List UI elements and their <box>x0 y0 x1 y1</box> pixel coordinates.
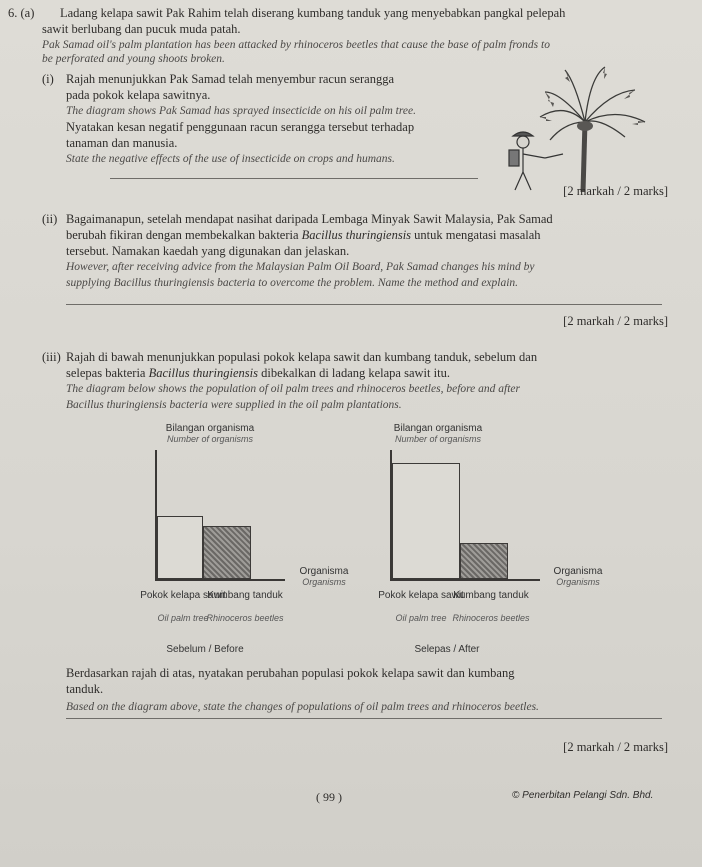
intro-malay-line2: sawit berlubang dan pucuk muda patah. <box>42 22 241 36</box>
chart-before-cat1-en: Oil palm tree <box>157 613 209 623</box>
palm-tree-illustration <box>505 62 655 197</box>
answer-line-i[interactable] <box>110 178 478 179</box>
chart-before-cat2-en: Rhinoceros beetles <box>206 613 284 623</box>
part-ii-malay-2: berubah fikiran dengan membekalkan bakteria Bacillus thuringiensis untuk mengatasi masalah <box>66 228 541 242</box>
page-number: ( 99 ) <box>316 790 342 804</box>
part-i-malay-4: tanaman dan manusia. <box>66 136 178 150</box>
answer-line-ii[interactable] <box>66 304 662 305</box>
part-iii-english-2: Bacillus thuringiensis bacteria were supplied in the oil palm plantations. <box>66 399 402 411</box>
chart-after-cat2-ms: Kumbang tanduk <box>453 590 529 601</box>
part-iii-english-1: The diagram below shows the population of oil palm trees and rhinoceros beetles, before and after <box>66 383 521 395</box>
part-i-marks: [2 markah / 2 marks] <box>563 184 668 198</box>
question-number: 6. (a) <box>8 6 35 20</box>
chart-after-x-axis <box>390 579 540 581</box>
chart-before-bar-beetles <box>203 526 251 579</box>
part-ii-english-2: supplying Bacillus thuringiensis bacteria to overcome the problem. Name the method and explain. <box>66 277 519 289</box>
part-iii-marks: [2 markah / 2 marks] <box>563 740 668 754</box>
part-iii-ask-english: Based on the diagram above, state the changes of populations of oil palm trees and rhinoceros beetles. <box>66 701 539 713</box>
part-ii-label: (ii) <box>42 212 58 226</box>
chart-before-bar-oil-palm <box>157 516 203 579</box>
part-i-english-1: The diagram shows Pak Samad has sprayed insecticide on his oil palm tree. <box>66 105 416 117</box>
part-i-label: (i) <box>42 72 54 86</box>
chart-after-xlabel-ms: Organisma <box>553 566 603 577</box>
chart-before-xlabel-en: Organisms <box>302 577 346 587</box>
part-i-malay-1: Rajah menunjukkan Pak Samad telah menyembur racun serangga <box>66 72 395 86</box>
part-i-malay-3: Nyatakan kesan negatif penggunaan racun serangga tersebut terhadap <box>66 120 415 134</box>
intro-english-line2: be perforated and young shoots broken. <box>42 53 225 65</box>
part-iii-ask-malay-2: tanduk. <box>66 682 104 696</box>
chart-after-xlabel-en: Organisms <box>556 577 600 587</box>
chart-after-bar-oil-palm <box>392 463 460 579</box>
chart-after-bar-beetles <box>460 543 508 579</box>
intro-malay-line1: Ladang kelapa sawit Pak Rahim telah diserang kumbang tanduk yang menyebabkan pangkal pelepah <box>60 6 566 20</box>
part-iii-malay-1: Rajah di bawah menunjukkan populasi pokok kelapa sawit dan kumbang tanduk, sebelum dan <box>66 350 538 364</box>
copyright-notice: © Penerbitan Pelangi Sdn. Bhd. <box>512 790 654 801</box>
answer-line-iii[interactable] <box>66 718 662 719</box>
part-i-malay-2: pada pokok kelapa sawitnya. <box>66 88 211 102</box>
chart-before-ylabel-en: Number of organisms <box>166 434 254 444</box>
part-iii-label: (iii) <box>42 350 61 364</box>
chart-after-ylabel-ms: Bilangan organisma <box>393 423 483 434</box>
chart-after-cat1-ms: Pokok kelapa sawit <box>378 590 464 601</box>
chart-before-cat2-ms: Kumbang tanduk <box>207 590 283 601</box>
chart-before-x-axis <box>155 579 285 581</box>
part-ii-marks: [2 markah / 2 marks] <box>563 314 668 328</box>
chart-after-cat2-en: Rhinoceros beetles <box>452 613 530 623</box>
intro-english-line1: Pak Samad oil's palm plantation has been attacked by rhinoceros beetles that cause the base of palm fronds to <box>42 39 550 51</box>
chart-before-title: Sebelum / Before <box>166 644 244 655</box>
part-ii-malay-3: tersebut. Namakan kaedah yang digunakan dan jelaskan. <box>66 244 350 258</box>
part-iii-malay-2: selepas bakteria Bacillus thuringiensis dibekalkan di ladang kelapa sawit itu. <box>66 366 450 380</box>
farmer-spraying-illustration <box>509 132 563 190</box>
chart-after-title: Selepas / After <box>414 644 480 655</box>
chart-before-ylabel-ms: Bilangan organisma <box>165 423 255 434</box>
part-ii-english-1: However, after receiving advice from the Malaysian Palm Oil Board, Pak Samad changes his mind by <box>66 261 535 273</box>
part-ii-malay-1: Bagaimanapun, setelah mendapat nasihat daripada Lembaga Minyak Sawit Malaysia, Pak Samad <box>66 212 553 226</box>
chart-after-ylabel-en: Number of organisms <box>394 434 482 444</box>
chart-after-cat1-en: Oil palm tree <box>395 613 447 623</box>
chart-before-xlabel-ms: Organisma <box>299 566 349 577</box>
part-i-english-2: State the negative effects of the use of insecticide on crops and humans. <box>66 153 395 165</box>
chart-before-cat1-ms: Pokok kelapa sawit <box>140 590 226 601</box>
part-iii-ask-malay: Berdasarkan rajah di atas, nyatakan perubahan populasi pokok kelapa sawit dan kumbang <box>66 666 515 680</box>
